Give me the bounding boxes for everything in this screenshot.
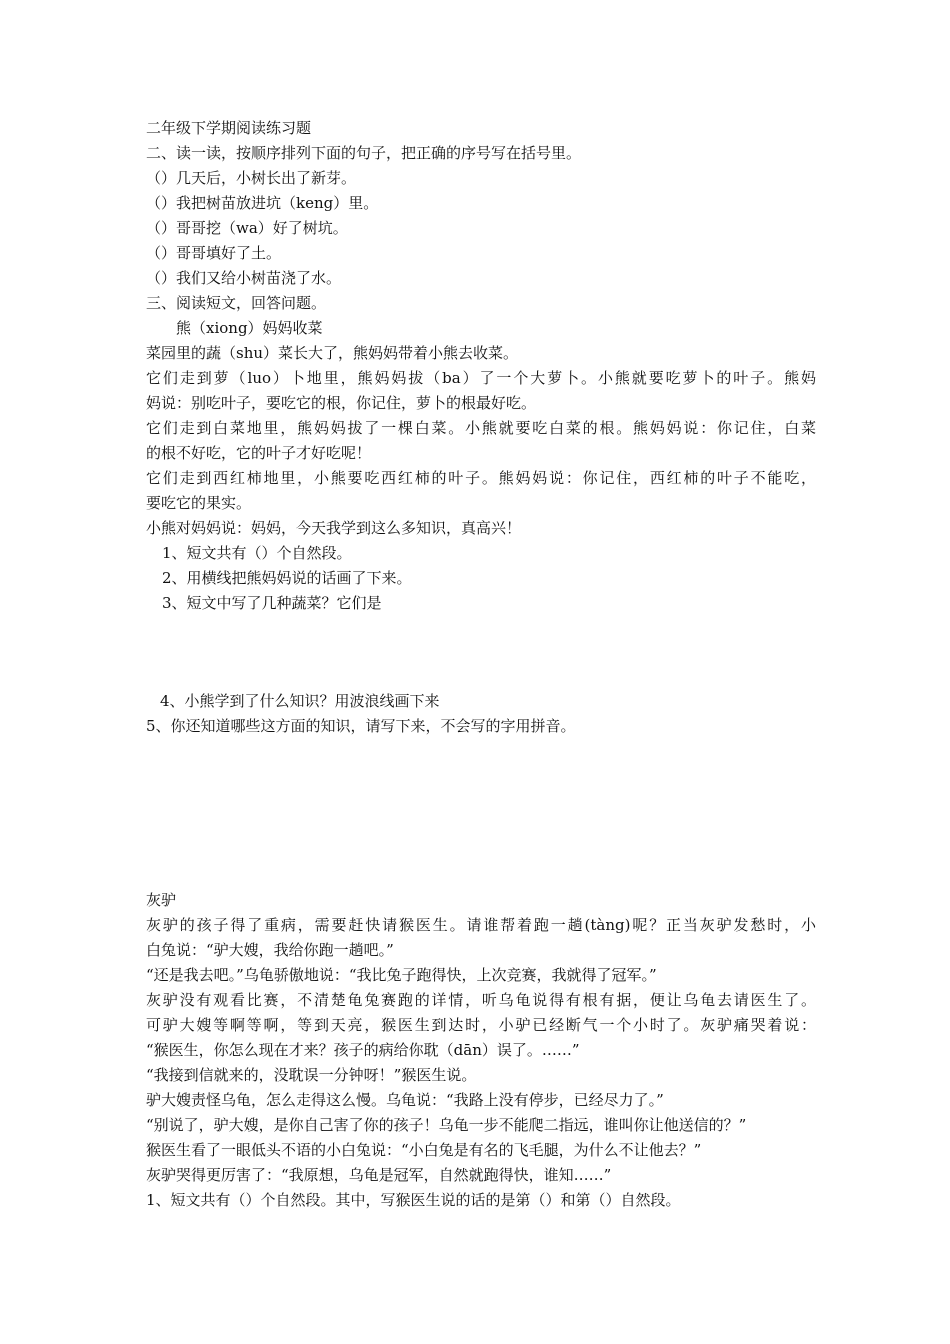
text-line: 灰驴的孩子得了重病，需要赶快请猴医生。请谁帮着跑一趟(tàng)呢？正当灰驴发愁时，小	[146, 916, 816, 934]
text-line: 妈说：别吃叶子，要吃它的根，你记住，萝卜的根最好吃。	[146, 394, 537, 412]
text-line: “我接到信就来的，没耽误一分钟呀！”猴医生说。	[146, 1066, 477, 1084]
text-line: 它们走到西红柿地里，小熊要吃西红柿的叶子。熊妈妈说：你记住，西红柿的叶子不能吃，	[146, 469, 816, 487]
text-line: “还是我去吧。”乌龟骄傲地说：“我比兔子跑得快，上次竞赛，我就得了冠军。”	[146, 966, 657, 984]
text-line: （）几天后，小树长出了新芽。	[146, 169, 357, 187]
text-line: 1、短文共有（）个自然段。	[162, 544, 352, 562]
text-line: “别说了，驴大嫂，是你自己害了你的孩子！乌龟一步不能爬二指远，谁叫你让他送信的？”	[146, 1116, 747, 1134]
text-line: 1、短文共有（）个自然段。其中，写猴医生说的话的是第（）和第（）自然段。	[146, 1191, 681, 1209]
text-line: 猴医生看了一眼低头不语的小白兔说：“小白兔是有名的飞毛腿，为什么不让他去？”	[146, 1141, 702, 1159]
text-line: 可驴大嫂等啊等啊，等到天亮，猴医生到达时，小驴已经断气一个小时了。灰驴痛哭着说：	[146, 1016, 816, 1034]
text-line: 二年级下学期阅读练习题	[146, 119, 312, 137]
text-line: 小熊对妈妈说：妈妈，今天我学到这么多知识，真高兴！	[146, 519, 522, 537]
text-line: 熊（xiong）妈妈收菜	[176, 319, 323, 337]
text-line: 菜园里的蔬（shu）菜长大了，熊妈妈带着小熊去收菜。	[146, 344, 519, 362]
text-line: 灰驴	[146, 891, 177, 909]
text-line: （）哥哥填好了土。	[146, 244, 282, 262]
text-line: （）我把树苗放进坑（keng）里。	[146, 194, 379, 212]
text-line: 它们走到萝（luo）卜地里，熊妈妈拔（ba）了一个大萝卜。小熊就要吃萝卜的叶子。熊妈	[146, 369, 816, 387]
text-line: （）我们又给小树苗浇了水。	[146, 269, 342, 287]
text-line: 二、读一读，按顺序排列下面的句子，把正确的序号写在括号里。	[146, 144, 582, 162]
text-line: 5、你还知道哪些这方面的知识，请写下来，不会写的字用拼音。	[146, 717, 576, 735]
text-line: 三、阅读短文，回答问题。	[146, 294, 327, 312]
text-line: 灰驴没有观看比赛，不清楚龟兔赛跑的详情，听乌龟说得有根有据，便让乌龟去请医生了。	[146, 991, 816, 1009]
text-line: 的根不好吃，它的叶子才好吃呢！	[146, 444, 372, 462]
text-line: “猴医生，你怎么现在才来？孩子的病给你耽（dān）误了。……”	[146, 1041, 580, 1059]
text-line: 4、小熊学到了什么知识？用波浪线画下来	[160, 692, 440, 710]
text-line: （）哥哥挖（wa）好了树坑。	[146, 219, 348, 237]
text-line: 2、用横线把熊妈妈说的话画了下来。	[162, 569, 412, 587]
text-line: 要吃它的果实。	[146, 494, 252, 512]
text-line: 驴大嫂责怪乌龟，怎么走得这么慢。乌龟说：“我路上没有停步，已经尽力了。”	[146, 1091, 664, 1109]
text-line: 3、短文中写了几种蔬菜？它们是	[162, 594, 382, 612]
text-line: 它们走到白菜地里，熊妈妈拔了一棵白菜。小熊就要吃白菜的根。熊妈妈说：你记住，白菜	[146, 419, 816, 437]
text-line: 白兔说：“驴大嫂，我给你跑一趟吧。”	[146, 941, 394, 959]
text-line: 灰驴哭得更厉害了：“我原想，乌龟是冠军，自然就跑得快，谁知……”	[146, 1166, 612, 1184]
